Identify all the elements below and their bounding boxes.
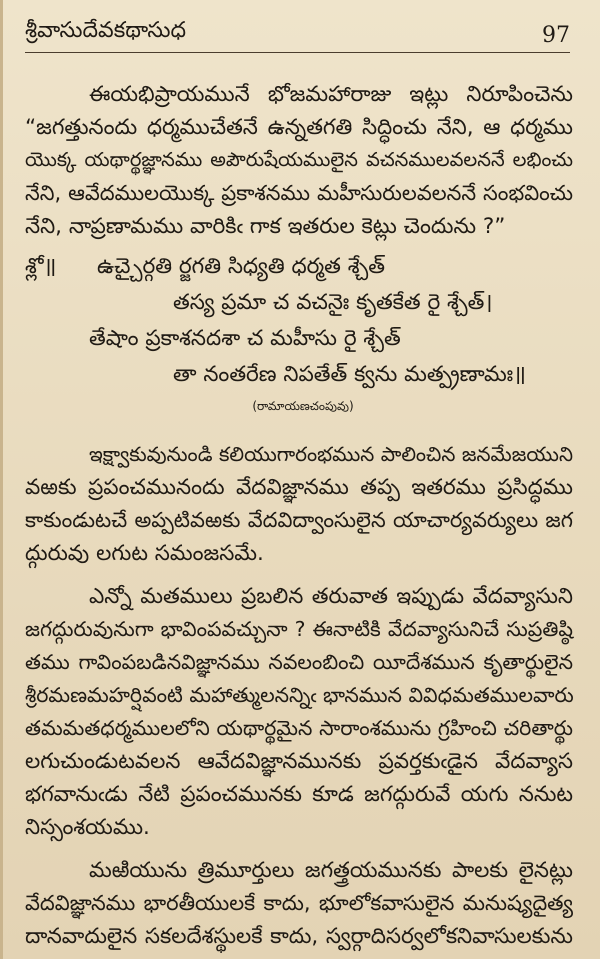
paragraph-line: యొక్క యథార్థజ్ఞానము అపౌరుషేయములైన వచనములవలననే లభించు [25,148,573,171]
paragraph-line: నేని, నాప్రణామము వారికిఁ గాక ఇతరుల కెట్లు చెందును ?” [25,214,506,239]
page-header [25,14,570,53]
paragraph-line: ఈయభిప్రాయమునే భోజమహారాజు ఇట్లు నిరూపించెను [89,82,573,107]
paragraph-line: వఱకు ప్రపంచమునందు వేదవిజ్ఞానము తప్ప ఇతరము ప్రసిద్ధము [25,475,573,500]
paragraph-line: తము గావింపబడినవిజ్ఞానము నవలంబించి యీదేశమున కృతార్థులైన [25,650,573,674]
paragraph-line: జగద్గురువునుగా భావింపవచ్చునా ? ఈనాటికి వేదవ్యాసునిచే సుప్రతిష్ఠి [25,617,573,641]
paragraph-line: నిస్సంశయము. [25,815,150,840]
verse-line: తస్య ప్రమా చ వచనైః కృతకేత రై శ్చేత్। [173,290,493,315]
paragraph-line: దానవాదులైన సకలదేశస్థులకే కాదు, స్వర్గాదిసర్వలోకనివాసులకును [25,924,573,949]
paragraph-line: భగవానుఁడు నేటి ప్రపంచమునకు కూడ జగద్గురువే యగు ననుట [25,782,573,807]
paragraph-line: తమమతధర్మములలోని యథార్థమైన సారాంశమును గ్రహించి చరితార్థు [25,716,573,740]
verse-source: (రామాయణచంపువు) [252,399,354,413]
verse-label: శ్లో॥ [25,254,57,279]
paragraph-line: ఎన్నో మతములు ప్రబలిన తరువాత ఇప్పుడు వేదవ్యాసుని [89,584,573,609]
paragraph-line: వేదవిజ్ఞానము భారతీయులకే కాదు, భూలోకవాసులైన మనుష్యదైత్య [25,891,573,915]
paragraph-line: ద్గురువు లగుట సమంజసమే. [25,541,264,566]
paragraph-line: “జగత్తునందు ధర్మముచేతనే ఉన్నతగతి సిద్ధించు నేని, ఆ ధర్మము [25,115,573,140]
paragraph-line: మఱియును త్రిమూర్తులు జగత్త్రయమునకు పాలకు లైనట్లు [89,858,573,883]
verse-line: తేషాం ప్రకాశనదశా చ మహీసు రై శ్చేత్ [89,326,401,351]
paragraph-line: నేని, ఆవేదములయొక్క ప్రకాశనము మహీసురులవలననే సంభవించు [25,181,573,205]
paragraph-line: కాకుండుటచే అప్పటివఱకు వేదవిద్వాంసులైన యాచార్యవర్యులు జగ [25,508,573,532]
paragraph-line: శ్రీరమణమహర్షివంటి మహాత్ములనన్నిఁ భానమున వివిధమతములవారు [25,683,574,707]
verse-line: ఉచ్చైర్గతి ర్జగతి సిధ్యతి ధర్మత శ్చేత్ [97,254,386,279]
verse-line: తా నంతరేణ నిపతేత్ క్వను మత్ప్రణామః॥ [173,362,527,387]
page-number: 97 [542,23,570,48]
paragraph-line: లగుచుండుటవలన ఆవేదవిజ్ఞానమునకు ప్రవర్తకుఁడైన వేదవ్యాస [25,749,573,774]
paragraph-line: ఇక్ష్వాకువునుండి కలియుగారంభమున పాలించిన జనమేజయుని [89,442,573,466]
running-title: శ్రీవాసుదేవకథాసుధ [25,18,186,43]
